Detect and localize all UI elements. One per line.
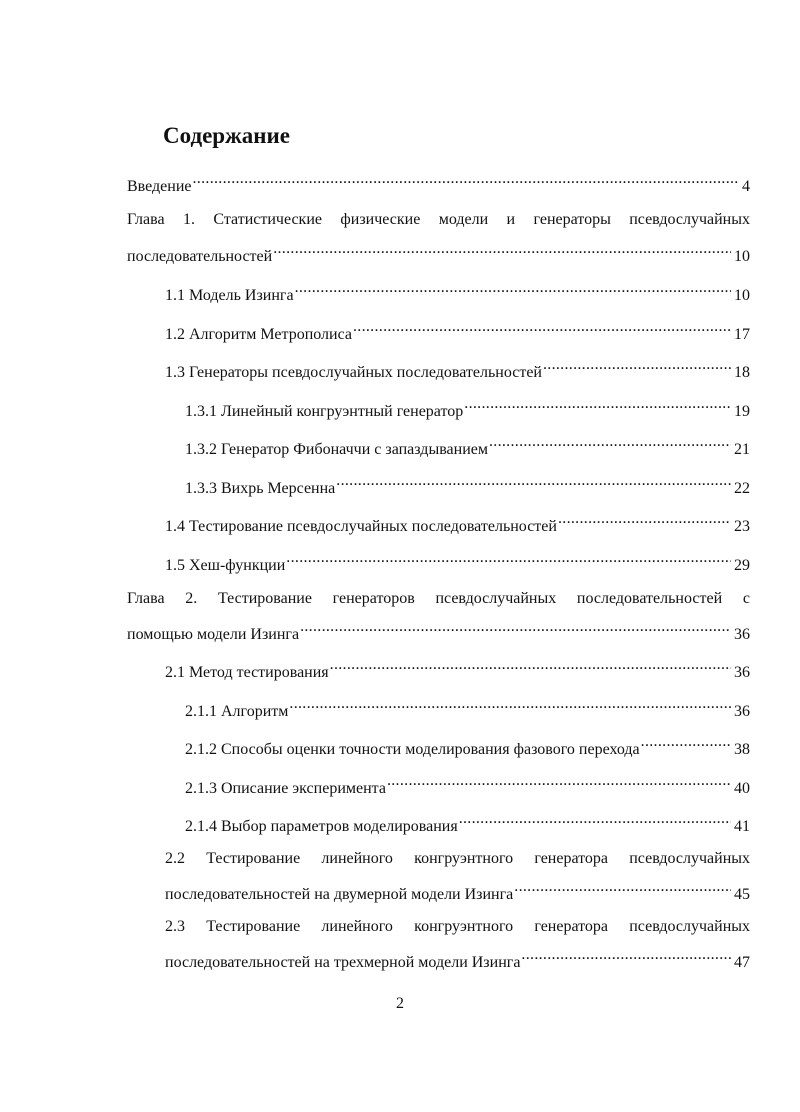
dot-leader <box>353 319 731 339</box>
dot-leader <box>286 550 731 570</box>
word: Глава <box>127 590 165 607</box>
toc-entry-1-2[interactable] <box>165 319 750 345</box>
dot-leader <box>330 657 731 677</box>
toc-entry-chapter-2-line2[interactable] <box>127 619 750 645</box>
toc-page-number: 40 <box>734 780 750 797</box>
word: и <box>506 211 516 228</box>
dot-leader <box>295 280 731 300</box>
toc-entry-text: 1.3.3 Вихрь Мерсенна <box>185 480 336 497</box>
toc-entry-text: последовательностей на трехмерной модели Изинга <box>165 954 521 971</box>
dot-leader <box>514 879 731 899</box>
toc-entry-2-2-line1[interactable] <box>165 849 750 869</box>
toc-entry-1-3[interactable] <box>165 357 750 383</box>
toc-entry-text: 1.4 Тестирование псевдослучайных последовательностей <box>165 518 557 535</box>
toc-entry-1-3-1[interactable] <box>185 396 750 422</box>
toc-entry-2-2-line2[interactable] <box>165 879 750 905</box>
toc-page-number: 47 <box>734 954 750 971</box>
word: линейного <box>321 918 393 935</box>
word: псевдослучайных <box>629 850 750 867</box>
toc-entry-text: 2.1 Метод тестирования <box>165 664 329 681</box>
word: последовательностей <box>576 590 723 607</box>
word: Тестирование <box>206 850 301 867</box>
toc-page-number: 45 <box>734 886 750 903</box>
toc-page-number: 21 <box>734 441 750 458</box>
toc-page-number: 36 <box>734 626 750 643</box>
toc-entry-text: 2.1.1 Алгоритм <box>185 703 289 720</box>
dot-leader <box>300 619 731 639</box>
toc-entry-intro[interactable] <box>127 171 750 197</box>
toc-entry-2-1-3[interactable] <box>185 773 750 799</box>
word: Статистические <box>213 211 322 228</box>
toc-entry-text: 1.3.1 Линейный конгруэнтный генератор <box>185 403 464 420</box>
dot-leader <box>336 473 731 493</box>
word: генераторы <box>533 211 611 228</box>
toc-entry-2-3-line2[interactable] <box>165 947 750 973</box>
toc-entry-2-1-4[interactable] <box>185 811 750 837</box>
dot-leader <box>387 773 731 793</box>
toc-page-number: 4 <box>742 178 750 195</box>
toc-page-number: 10 <box>734 248 750 265</box>
toc-entry-1-5[interactable] <box>165 550 750 576</box>
toc-entry-text: 1.5 Хеш-функции <box>165 557 286 574</box>
toc-entry-text: 2.1.3 Описание эксперимента <box>185 780 386 797</box>
dot-leader <box>521 947 731 967</box>
word: модели <box>438 211 489 228</box>
toc-entry-2-3-line1[interactable] <box>165 917 750 937</box>
toc-entry-text: Введение <box>127 178 192 195</box>
word: генератора <box>534 850 609 867</box>
toc-entry-chapter-1-line1[interactable] <box>127 210 750 230</box>
word: 1. <box>182 211 195 228</box>
dot-leader <box>289 696 731 716</box>
word: псевдослучайных <box>629 918 750 935</box>
word: 2.3 <box>165 918 185 935</box>
toc-page-number: 10 <box>734 287 750 304</box>
word: линейного <box>321 850 393 867</box>
toc-page-number: 22 <box>734 480 750 497</box>
toc-entry-text: помощью модели Изинга <box>127 626 300 643</box>
word: конгруэнтного <box>414 850 514 867</box>
dot-leader <box>489 434 731 454</box>
toc-entry-chapter-2-line1[interactable] <box>127 589 750 609</box>
word: физические <box>340 211 421 228</box>
toc-page-number: 38 <box>734 741 750 758</box>
toc-page-number: 36 <box>734 703 750 720</box>
word: конгруэнтного <box>414 918 514 935</box>
toc-page-number: 17 <box>734 326 750 343</box>
dot-leader <box>558 511 731 531</box>
toc-entry-1-4[interactable] <box>165 511 750 537</box>
toc-entry-text: 1.1 Модель Изинга <box>165 287 294 304</box>
toc-entry-text: 1.3.2 Генератор Фибоначчи с запаздыванием <box>185 441 488 458</box>
word: Тестирование <box>206 918 301 935</box>
toc-page-number: 23 <box>734 518 750 535</box>
toc-page-number: 41 <box>734 818 750 835</box>
dot-leader <box>641 734 731 754</box>
toc-page-number: 29 <box>734 557 750 574</box>
toc-page-number: 19 <box>734 403 750 420</box>
toc-entry-text: 2.1.4 Выбор параметров моделирования <box>185 818 458 835</box>
page-number: 2 <box>396 995 404 1012</box>
dot-leader <box>464 396 731 416</box>
toc-entry-text: 1.3 Генераторы псевдослучайных последовательностей <box>165 364 542 381</box>
toc-entry-2-1-2[interactable] <box>185 734 750 760</box>
word: генератора <box>534 918 609 935</box>
word: Глава <box>127 211 165 228</box>
page-title: Содержание <box>163 123 290 148</box>
dot-leader <box>543 357 731 377</box>
toc-page-number: 18 <box>734 364 750 381</box>
dot-leader <box>193 171 740 191</box>
toc-page-number: 36 <box>734 664 750 681</box>
toc-entry-2-1[interactable] <box>165 657 750 683</box>
dot-leader <box>459 811 731 831</box>
toc-entry-1-1[interactable] <box>165 280 750 306</box>
word: 2.2 <box>165 850 185 867</box>
toc-entry-chapter-1-line2[interactable] <box>127 241 750 267</box>
word: с <box>742 590 750 607</box>
word: 2. <box>185 590 198 607</box>
word: генераторов <box>332 590 415 607</box>
toc-entry-1-3-2[interactable] <box>185 434 750 460</box>
toc-entry-text: 1.2 Алгоритм Метрополиса <box>165 326 352 343</box>
word: Тестирование <box>217 590 312 607</box>
toc-entry-text: последовательностей <box>127 248 273 265</box>
dot-leader <box>273 241 731 261</box>
toc-entry-text: последовательностей на двумерной модели Изинга <box>165 886 514 903</box>
toc-entry-1-3-3[interactable] <box>185 473 750 499</box>
word: псевдослучайных <box>435 590 557 607</box>
toc-entry-text: 2.1.2 Способы оценки точности моделирования фазового перехода <box>185 741 640 758</box>
toc-entry-2-1-1[interactable] <box>185 696 750 722</box>
word: псевдослучайных <box>629 211 750 228</box>
